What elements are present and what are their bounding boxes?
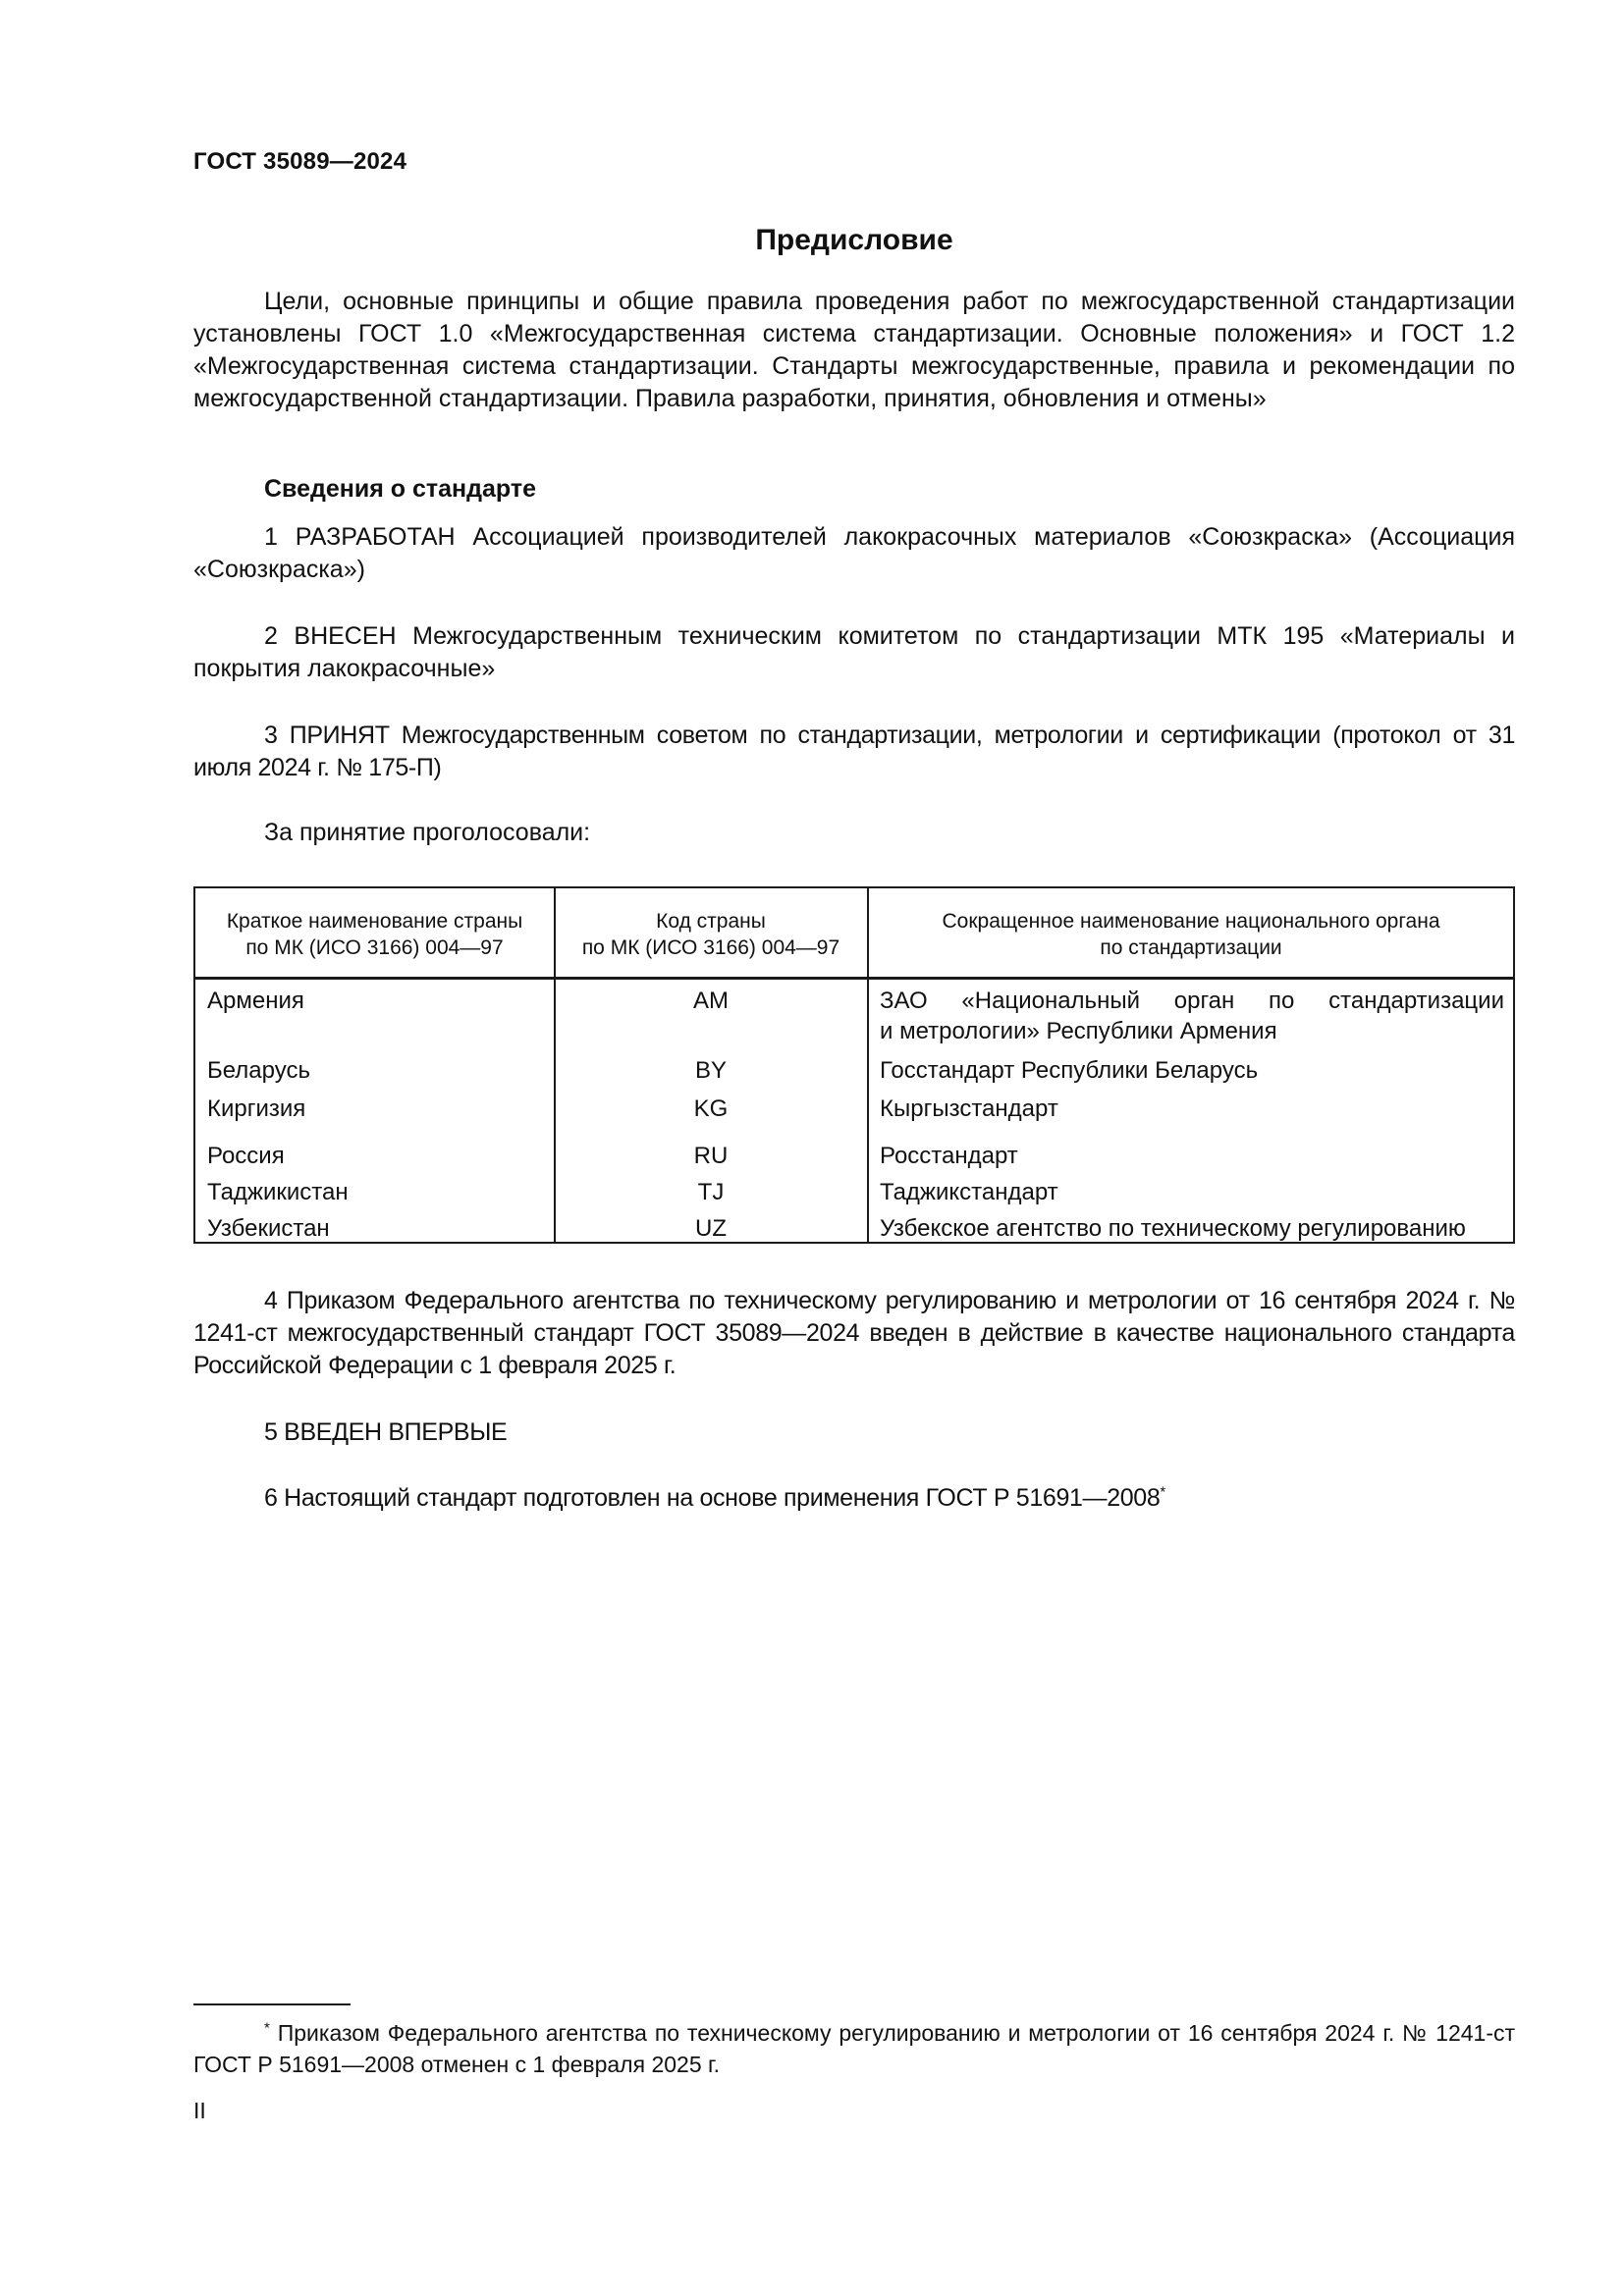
item-4-order: 4 Приказом Федерального агентства по техническому регулированию и метрологии от 16 сентября 2024 г. № 1241-ст межгосударственный стандарт ГОСТ 35089—2024 введен в действие в качестве национального стандарта Российской Федерации с 1 февраля 2025 г. [193, 1287, 1515, 1379]
header-org-line-1: Сокращенное наименование национального органа [942, 910, 1440, 933]
table-row-org-line-1: ЗАО «Национальный орган по стандартизации [880, 988, 1504, 1014]
footnote [193, 2017, 1515, 2080]
table-row-code: KG [693, 1095, 729, 1122]
item-2-submitted: 2 ВНЕСЕН Межгосударственным техническим комитетом по стандартизации МТК 195 «Материалы и покрытия лакокрасочные» [193, 622, 1515, 682]
header-code-line-1: Код страны [656, 910, 766, 933]
page-title: Предисловие [755, 224, 953, 256]
footnote-reference-marker: * [1160, 1483, 1165, 1501]
table-row-code: TJ [697, 1179, 725, 1205]
item-6-basis [193, 1482, 1515, 1515]
item-5-first-introduced: 5 ВВЕДЕН ВПЕРВЫЕ [264, 1418, 508, 1446]
table-row-code: AM [693, 988, 729, 1014]
footnote-text: Приказом Федерального агентства по техническому регулированию и метрологии от 16 сентября 2024 г. № 1241-ст ГОСТ Р 51691—2008 отменен с 1 февраля 2025 г. [193, 2020, 1516, 2077]
table-row-org: Таджикстандарт [880, 1179, 1058, 1205]
table-row-country: Армения [207, 988, 304, 1014]
item-1-developed: 1 РАЗРАБОТАН Ассоциацией производителей лакокрасочных материалов «Союзкраска» (Ассоциация «Союзкраска») [193, 523, 1515, 583]
item-3-adopted: 3 ПРИНЯТ Межгосударственным советом по стандартизации, метрологии и сертификации (протокол от 31 июля 2024 г. № 175-П) [193, 721, 1515, 781]
table-row-code: UZ [695, 1215, 727, 1242]
table-row-country: Беларусь [207, 1057, 310, 1084]
vote-intro: За принятие проголосовали: [264, 819, 591, 846]
table-row-country: Узбекистан [207, 1215, 330, 1242]
document-id: ГОСТ 35089—2024 [193, 148, 407, 175]
footnote-separator [193, 2003, 351, 2005]
header-code-line-2: по МК (ИСО 3166) 004—97 [581, 936, 840, 959]
table-column-divider [554, 888, 556, 1242]
table-header-divider [195, 977, 1513, 980]
header-code [564, 908, 858, 961]
table-row-country: Таджикистан [207, 1179, 349, 1205]
table-row-org: Узбекское агентство по техническому регулированию [880, 1215, 1466, 1242]
table-row-org: Росстандарт [880, 1143, 1018, 1169]
item-6-text: 6 Настоящий стандарт подготовлен на основе применения ГОСТ Р 51691—2008 [264, 1484, 1161, 1512]
header-org-line-2: по стандартизации [1100, 936, 1282, 959]
table-column-divider [867, 888, 869, 1242]
page-number: II [193, 2098, 206, 2123]
voting-table [193, 886, 1515, 1244]
table-row-code: BY [694, 1057, 727, 1084]
header-country [205, 908, 544, 961]
table-row-country: Киргизия [207, 1095, 306, 1122]
table-row-org-line-2: и метрологии» Республики Армения [880, 1018, 1277, 1044]
footnote-marker: * [264, 2019, 270, 2037]
header-country-line-1: Краткое наименование страны [226, 910, 523, 933]
section-heading: Сведения о стандарте [264, 475, 537, 503]
table-row-country: Россия [207, 1143, 285, 1169]
intro-paragraph: Цели, основные принципы и общие правила проведения работ по межгосударственной стандартизации установлены ГОСТ 1.0 «Межгосударственная система стандартизации. Основные положения» и ГОСТ 1.2 «Межгосударственная система стандартизации. Стандарты межгосударственные, правила и рекомендации по межгосударственной стандартизации. Правила разработки, принятия, обновления и отмены» [193, 288, 1515, 412]
table-row-org: Кыргызстандарт [880, 1095, 1058, 1122]
table-row-org: Госстандарт Республики Беларусь [880, 1057, 1259, 1084]
header-org [877, 908, 1505, 961]
table-row-code: RU [693, 1143, 729, 1169]
header-country-line-2: по МК (ИСО 3166) 004—97 [245, 936, 504, 959]
